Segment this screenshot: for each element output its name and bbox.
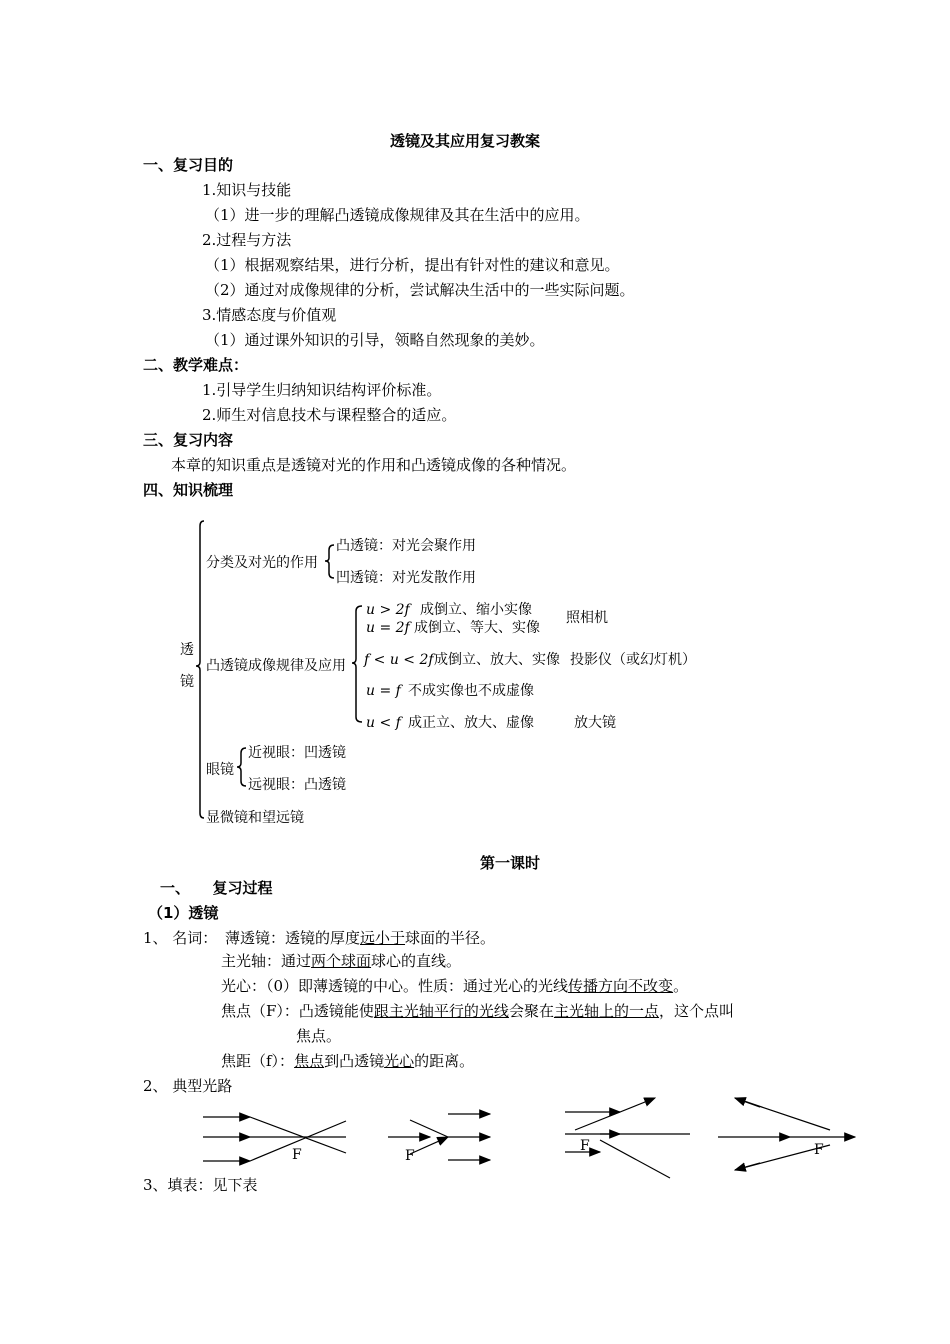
tree-application: 投影仪（或幻灯机）	[570, 652, 696, 668]
tree-condition: u < f	[366, 715, 401, 731]
tree-condition: f < u < 2f	[364, 652, 434, 668]
section-heading-3: 三、复习内容	[143, 431, 234, 449]
list-item: 3.情感态度与价值观	[202, 306, 337, 324]
term-definition: 焦距（f）：焦点到凸透镜光心的距离。	[221, 1052, 475, 1070]
underlined-term: 跟主光轴平行的光线	[373, 1002, 509, 1020]
tree-result: 成倒立、缩小实像	[420, 602, 532, 618]
term-definition: 薄透镜：透镜的厚度远小于球面的半径。	[225, 929, 496, 947]
tree-branch-3: 眼镜	[206, 762, 234, 778]
tree-root-char-1: 透	[180, 642, 194, 658]
section-heading-2: 二、教学难点：	[143, 356, 249, 374]
list-item: （2）通过对成像规律的分析，尝试解决生活中的一些实际问题。	[205, 281, 635, 299]
tree-leaf: 凹透镜：对光发散作用	[336, 570, 476, 586]
tree-leaf: 凸透镜：对光会聚作用	[336, 538, 476, 554]
underlined-term: 两个球面	[311, 952, 372, 970]
subsection-heading: （1）透镜	[148, 904, 219, 922]
list-item: （1）进一步的理解凸透镜成像规律及其在生活中的应用。	[205, 206, 590, 224]
underlined-term: 主光轴上的一点	[553, 1002, 659, 1020]
underlined-term: 光心	[384, 1052, 415, 1070]
lesson-title: 第一课时	[480, 854, 541, 872]
list-item: （1）根据观察结果，进行分析，提出有针对性的建议和意见。	[205, 256, 620, 274]
tree-application: 放大镜	[574, 715, 616, 731]
focus-label: F	[580, 1138, 590, 1154]
section-heading-1: 一、复习目的	[143, 156, 234, 174]
list-item: 2.过程与方法	[202, 231, 292, 249]
tree-result: 不成实像也不成虚像	[408, 683, 534, 699]
tree-result: 成正立、放大、虚像	[408, 715, 534, 731]
underlined-term: 远小于	[360, 929, 406, 947]
focus-label: F	[292, 1147, 302, 1163]
tree-root-char-2: 镜	[180, 674, 194, 690]
term-definition: 焦点（F）：凸透镜能使跟主光轴平行的光线会聚在主光轴上的一点，这个点叫	[221, 1002, 734, 1020]
light-path-from-focus	[388, 1114, 490, 1160]
term-definition-cont: 焦点。	[296, 1027, 342, 1045]
tree-branch-4: 显微镜和望远镜	[206, 810, 304, 826]
term-definition: 光心：（0）即薄透镜的中心。性质：通过光心的光线传播方向不改变。	[221, 977, 689, 995]
list-item: 1.知识与技能	[202, 181, 292, 199]
tree-condition: u > 2f	[366, 602, 410, 618]
section-heading-4: 四、知识梳理	[143, 481, 234, 499]
tree-branch-1: 分类及对光的作用	[206, 555, 318, 571]
list-item: （1）通过课外知识的引导，领略自然现象的美妙。	[205, 331, 545, 349]
focus-label: F	[405, 1148, 415, 1164]
term-label: 1、 名词：	[143, 929, 218, 947]
section-heading: 一、 复习过程	[160, 879, 273, 897]
term-definition: 主光轴：通过两个球面球心的直线。	[221, 952, 462, 970]
list-item: 2.师生对信息技术与课程整合的适应。	[202, 406, 457, 424]
tree-branch-2: 凸透镜成像规律及应用	[206, 658, 346, 674]
tree-result: 成倒立、放大、实像	[434, 652, 560, 668]
tree-leaf: 远视眼：凸透镜	[248, 777, 346, 793]
tree-condition: u = f	[366, 683, 401, 699]
underlined-term: 传播方向不改变	[568, 977, 674, 995]
underlined-term: 焦点	[294, 1052, 325, 1070]
light-path-converging	[203, 1117, 346, 1161]
tree-result: 成倒立、等大、实像	[414, 620, 540, 636]
tree-application: 照相机	[566, 610, 608, 626]
list-item: 2、 典型光路	[143, 1077, 233, 1095]
light-path-concave	[718, 1098, 855, 1170]
page-title: 透镜及其应用复习教案	[390, 132, 541, 150]
list-item: 1.引导学生归纳知识结构评价标准。	[202, 381, 442, 399]
tree-leaf: 近视眼：凹透镜	[248, 745, 346, 761]
list-item: 3、填表：见下表	[143, 1176, 258, 1194]
focus-label: F	[814, 1142, 824, 1158]
paragraph: 本章的知识重点是透镜对光的作用和凸透镜成像的各种情况。	[171, 456, 577, 474]
tree-condition: u = 2f	[366, 620, 410, 636]
